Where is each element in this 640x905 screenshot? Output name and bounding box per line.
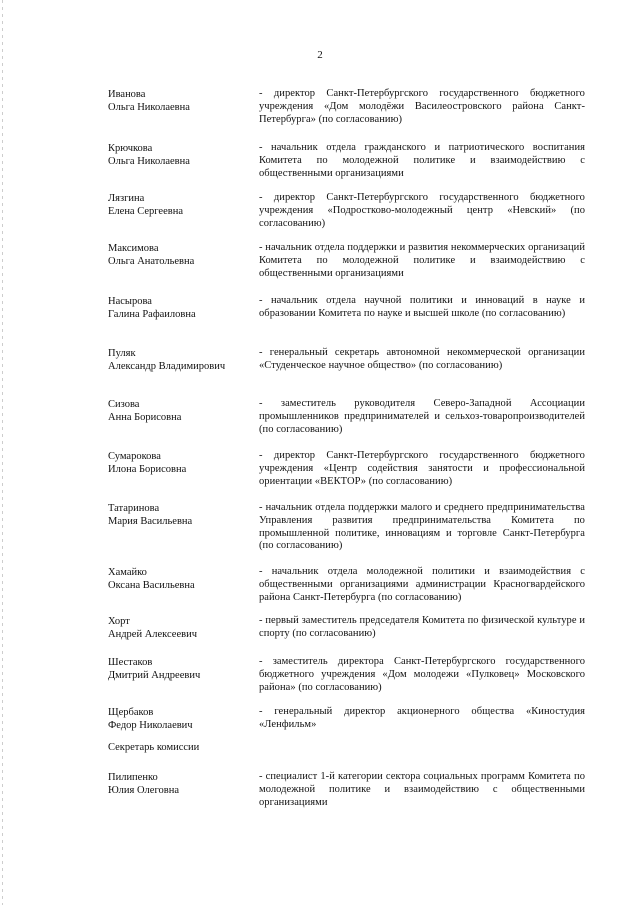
member-name: [108, 192, 253, 218]
member-role: - начальник отдела молодежной политики и взаимодействия с общественными организациями администрации Красногвардейского района Санкт-Петербурга (по согласованию): [259, 566, 585, 603]
member-given-names: Елена Сергеевна: [108, 206, 183, 217]
member-role: - директор Санкт-Петербургского государственного бюджетного учреждения «Центр содействия занятости и профессиональной ориентации «ВЕКТОР» (по согласованию): [259, 450, 585, 487]
secretary-role: - специалист 1-й категории сектора социальных программ Комитета по молодежной политике и взаимодействию с общественными организациями: [259, 771, 585, 808]
scan-edge-artifact: [2, 0, 3, 905]
member-given-names: Дмитрий Андреевич: [108, 670, 201, 681]
secretary-given-names: Юлия Олеговна: [108, 785, 179, 796]
secretary-name: [108, 771, 253, 797]
member-surname: Щербаков: [108, 707, 154, 718]
member-given-names: Анна Борисовна: [108, 412, 182, 423]
member-name: [108, 142, 253, 168]
member-given-names: Ольга Николаевна: [108, 156, 190, 167]
member-surname: Сумарокова: [108, 451, 161, 462]
secretary-surname: Пилипенко: [108, 772, 158, 783]
member-surname: Максимова: [108, 243, 159, 254]
member-role: - заместитель директора Санкт-Петербургского государственного бюджетного учреждения «Дом молодежи «Пулковец» Московского района» (по согласованию): [259, 656, 585, 693]
member-name: [108, 450, 253, 476]
member-surname: Шестаков: [108, 657, 153, 668]
member-name: [108, 656, 253, 682]
member-name: [108, 347, 253, 373]
member-role: - заместитель руководителя Северо-Западной Ассоциации промышленников предпринимателей и сельхоз-товаропроизводителей (по согласованию): [259, 398, 585, 435]
member-surname: Хамайко: [108, 567, 147, 578]
member-surname: Татаринова: [108, 503, 160, 514]
member-name: [108, 398, 253, 424]
member-name: [108, 242, 253, 268]
member-role: - начальник отдела поддержки малого и среднего предпринимательства Управления развития предпринимательства Комитета по промышленной политике, инновациям и торговле Санкт-Петербурга (по согласованию): [259, 502, 585, 552]
member-name: [108, 295, 253, 321]
member-role: - директор Санкт-Петербургского государственного бюджетного учреждения «Подростково-молодежный центр «Невский» (по согласованию): [259, 192, 585, 229]
member-role: - первый заместитель председателя Комитета по физической культуре и спорту (по согласованию): [259, 615, 585, 639]
page-number: 2: [317, 49, 323, 61]
member-name: [108, 566, 253, 592]
member-name: [108, 706, 253, 732]
member-surname: Иванова: [108, 89, 146, 100]
member-given-names: Илона Борисовна: [108, 464, 187, 475]
member-role: - начальник отдела гражданского и патриотического воспитания Комитета по молодежной политике и взаимодействию с общественными организациями: [259, 142, 585, 179]
member-given-names: Мария Васильевна: [108, 516, 193, 527]
member-given-names: Оксана Васильевна: [108, 580, 195, 591]
member-surname: Лязгина: [108, 193, 145, 204]
secretary-heading: Секретарь комиссии: [108, 742, 200, 753]
member-given-names: Галина Рафаиловна: [108, 309, 196, 320]
member-given-names: Ольга Николаевна: [108, 102, 190, 113]
member-name: [108, 88, 253, 114]
member-surname: Хорт: [108, 616, 130, 627]
member-given-names: Андрей Алексеевич: [108, 629, 197, 640]
member-surname: Пуляк: [108, 348, 136, 359]
member-role: - начальник отдела научной политики и инноваций в науке и образовании Комитета по науке и высшей школе (по согласованию): [259, 295, 585, 319]
member-surname: Насырова: [108, 296, 152, 307]
member-role: - начальник отдела поддержки и развития некоммерческих организаций Комитета по молодежной политике и взаимодействию с общественными организациями: [259, 242, 585, 279]
member-surname: Крючкова: [108, 143, 153, 154]
member-given-names: Ольга Анатольевна: [108, 256, 195, 267]
member-role: - директор Санкт-Петербургского государственного бюджетного учреждения «Дом молодёжи Василеостровского района Санкт-Петербурга» (по согласованию): [259, 88, 585, 125]
member-name: [108, 615, 253, 641]
member-role: - генеральный директор акционерного общества «Киностудия «Ленфильм»: [259, 706, 585, 730]
member-role: - генеральный секретарь автономной некоммерческой организации «Студенческое научное общество» (по согласованию): [259, 347, 585, 371]
member-name: [108, 502, 253, 528]
member-surname: Сизова: [108, 399, 140, 410]
member-given-names: Федор Николаевич: [108, 720, 193, 731]
member-given-names: Александр Владимирович: [108, 361, 226, 372]
